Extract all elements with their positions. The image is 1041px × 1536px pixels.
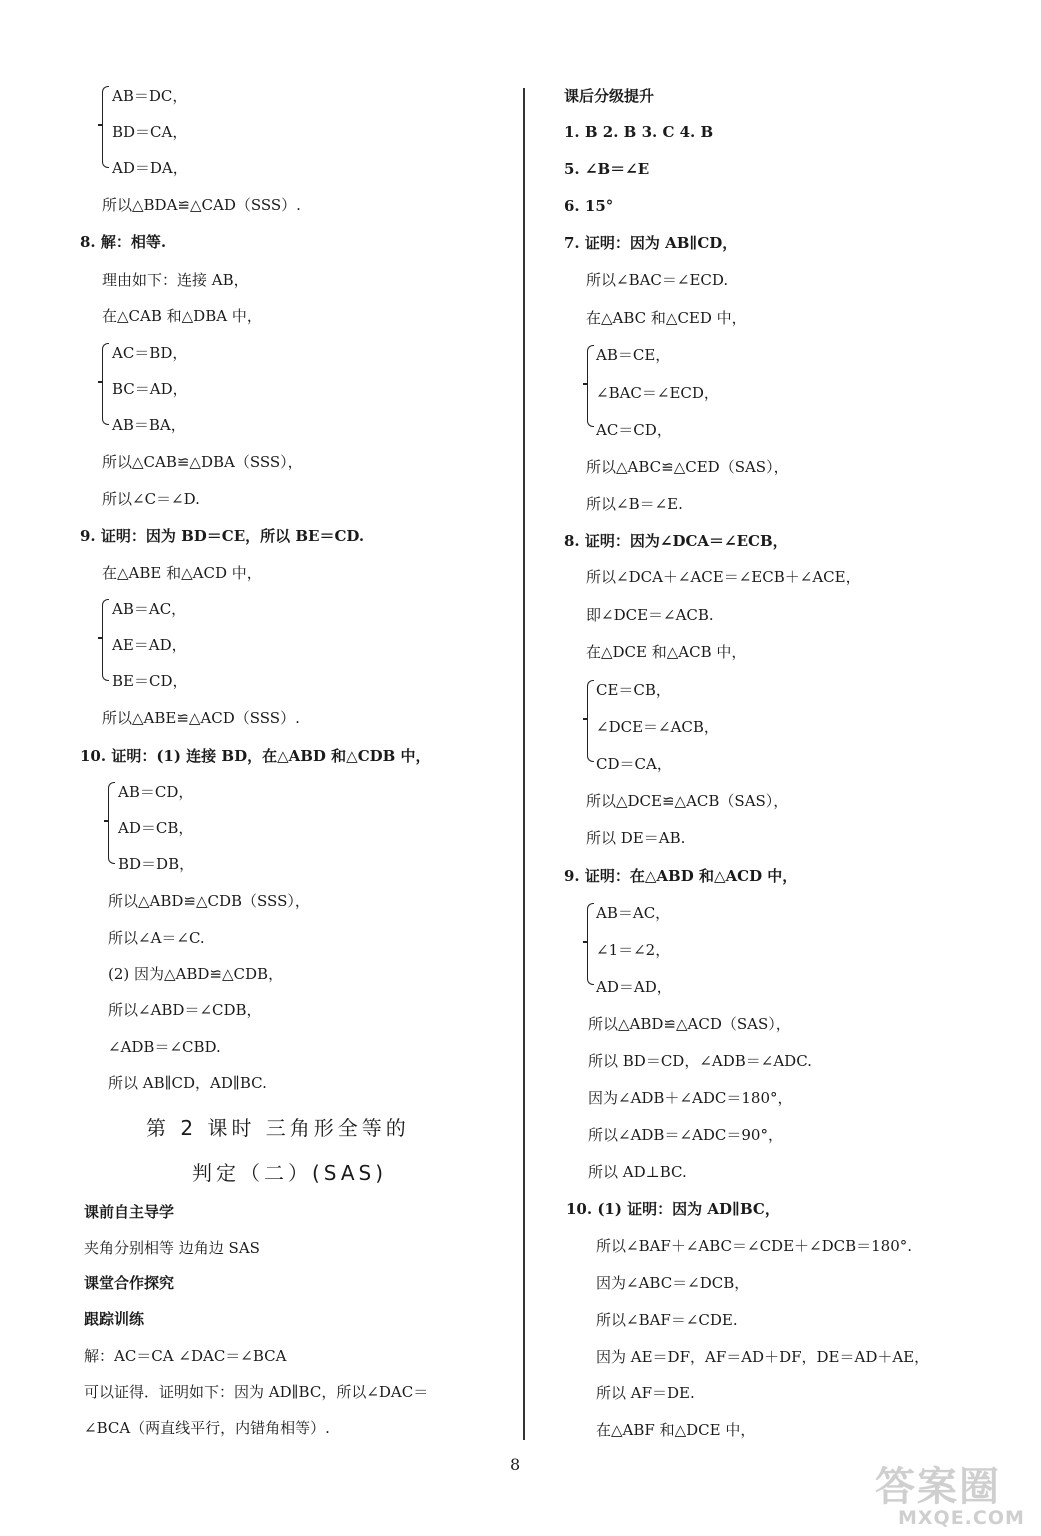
text-line: 所以 BD＝CD，∠ADB＝∠ADC. (588, 1052, 812, 1070)
conclusion-line: 所以 DE＝AB. (586, 829, 686, 847)
lesson-title: 判定（二）(SAS) (192, 1161, 388, 1185)
equation-line: BE＝CD， (112, 672, 188, 690)
text-line: 即∠DCE＝∠ACB. (586, 606, 714, 624)
text-line: (2) 因为△ABD≌△CDB， (108, 965, 284, 983)
question-9-head: 9. 证明：在△ABD 和△ACD 中， (564, 867, 798, 885)
text-line: 在△CAB 和△DBA 中， (102, 307, 262, 325)
equation-line: AB＝AC， (596, 904, 671, 922)
equation-line: AC＝CD， (596, 421, 672, 439)
conclusion-line: 所以△DCE≌△ACB（SAS）， (586, 792, 789, 810)
watermark-logo (870, 1455, 1035, 1533)
lesson-title: 第 2 课时 三角形全等的 (146, 1116, 410, 1140)
text-line: 可以证得．证明如下：因为 AD∥BC，所以∠DAC＝ (84, 1383, 429, 1401)
text-line: 所以 AF＝DE. (596, 1384, 695, 1402)
equation-line: AE＝AD， (112, 636, 187, 654)
conclusion-line: 所以∠B＝∠E. (586, 495, 683, 513)
text-line: 所以∠DCA＋∠ACE＝∠ECB＋∠ACE， (586, 568, 861, 586)
question-8-head: 8. 证明：因为∠DCA＝∠ECB， (564, 532, 788, 550)
text-line: 所以∠BAF＝∠CDE. (596, 1311, 738, 1329)
text-line: 在△DCE 和△ACB 中， (586, 643, 747, 661)
text-line: 在△ABF 和△DCE 中， (596, 1421, 756, 1439)
conclusion-line: 所以∠A＝∠C. (108, 929, 205, 947)
brace (587, 345, 594, 427)
conclusion-line: 所以∠C＝∠D. (102, 490, 200, 508)
equation-line: AB＝BA， (112, 416, 186, 434)
equation-line: AD＝AD， (596, 978, 672, 996)
text-line: 所以 AB∥CD，AD∥BC. (108, 1074, 267, 1092)
section-heading: 课后分级提升 (564, 87, 655, 105)
text-line: 所以 AD⊥BC. (588, 1163, 687, 1181)
conclusion-line: 所以△ABC≌△CED（SAS）， (586, 458, 789, 476)
answer-line: 6. 15° (564, 197, 614, 215)
watermark-url: MXQE.COM (898, 1507, 1025, 1529)
text-line: 因为∠ADB＋∠ADC＝180°， (588, 1089, 793, 1107)
equation-line: AD＝CB， (118, 819, 194, 837)
text-line: 在△ABE 和△ACD 中， (102, 564, 262, 582)
text-line: 因为 AE＝DF，AF＝AD＋DF，DE＝AD＋AE， (596, 1348, 930, 1366)
text-line: 因为∠ABC＝∠DCB， (596, 1274, 750, 1292)
equation-line: CD＝CA， (596, 755, 672, 773)
equation-line: AB＝CE， (596, 346, 671, 364)
conclusion-line: 所以△BDA≌△CAD（SSS）. (102, 196, 301, 214)
text-line: ∠BCA（两直线平行，内错角相等）. (84, 1419, 330, 1437)
conclusion-line: 所以△CAB≌△DBA（SSS）， (102, 453, 303, 471)
text-line: 所以∠BAC＝∠ECD. (586, 271, 729, 289)
brace (587, 903, 594, 985)
equation-line: ∠1＝∠2， (596, 941, 671, 959)
section-heading: 课前自主导学 (84, 1203, 175, 1221)
equation-line: CE＝CB， (596, 681, 671, 699)
brace (108, 782, 115, 864)
brace (587, 680, 594, 762)
conclusion-line: 所以△ABE≌△ACD（SSS）. (102, 709, 300, 727)
equation-line: AB＝DC， (112, 87, 188, 105)
equation-line: BD＝CA， (112, 123, 188, 141)
watermark-text: 答案圈 (875, 1464, 1001, 1510)
column-divider (523, 88, 525, 1440)
text-line: 所以∠ABD＝∠CDB， (108, 1001, 262, 1019)
question-9-head: 9. 证明：因为 BD＝CE，所以 BE＝CD. (80, 527, 365, 545)
equation-line: AD＝DA， (112, 159, 188, 177)
conclusion-line: 所以△ABD≌△ACD（SAS）， (588, 1015, 791, 1033)
question-7-head: 7. 证明：因为 AB∥CD， (564, 234, 738, 252)
answer-line: 5. ∠B＝∠E (564, 160, 650, 178)
brace (102, 343, 109, 425)
text-line: 理由如下：连接 AB， (102, 271, 249, 289)
equation-line: AB＝CD， (118, 783, 194, 801)
question-8-head: 8. 解：相等. (80, 233, 167, 251)
answer-line: 1. B 2. B 3. C 4. B (564, 123, 714, 141)
equation-line: BD＝DB， (118, 855, 195, 873)
section-heading: 跟踪训练 (84, 1310, 145, 1328)
equation-line: AB＝AC， (112, 600, 187, 618)
section-heading: 课堂合作探究 (84, 1274, 175, 1292)
text-line: 所以∠ADB＝∠ADC＝90°， (588, 1126, 783, 1144)
question-10-head: 10. (1) 证明：因为 AD∥BC， (566, 1200, 780, 1218)
equation-line: BC＝AD， (112, 380, 188, 398)
equation-line: ∠BAC＝∠ECD， (596, 384, 719, 402)
answer-line: 夹角分别相等 边角边 SAS (84, 1239, 260, 1257)
question-10-head: 10. 证明：(1) 连接 BD，在△ABD 和△CDB 中， (80, 747, 431, 765)
brace (102, 599, 109, 681)
conclusion-line: 所以△ABD≌△CDB（SSS）， (108, 892, 310, 910)
equation-line: ∠DCE＝∠ACB， (596, 718, 719, 736)
equation-line: AC＝BD， (112, 344, 188, 362)
text-line: ∠ADB＝∠CBD. (108, 1038, 221, 1056)
text-line: 所以∠BAF＋∠ABC＝∠CDE＋∠DCB＝180°. (596, 1237, 913, 1255)
brace (102, 86, 109, 168)
text-line: 解：AC＝CA ∠DAC＝∠BCA (84, 1347, 287, 1365)
text-line: 在△ABC 和△CED 中， (586, 309, 747, 327)
page-number: 8 (510, 1455, 521, 1474)
